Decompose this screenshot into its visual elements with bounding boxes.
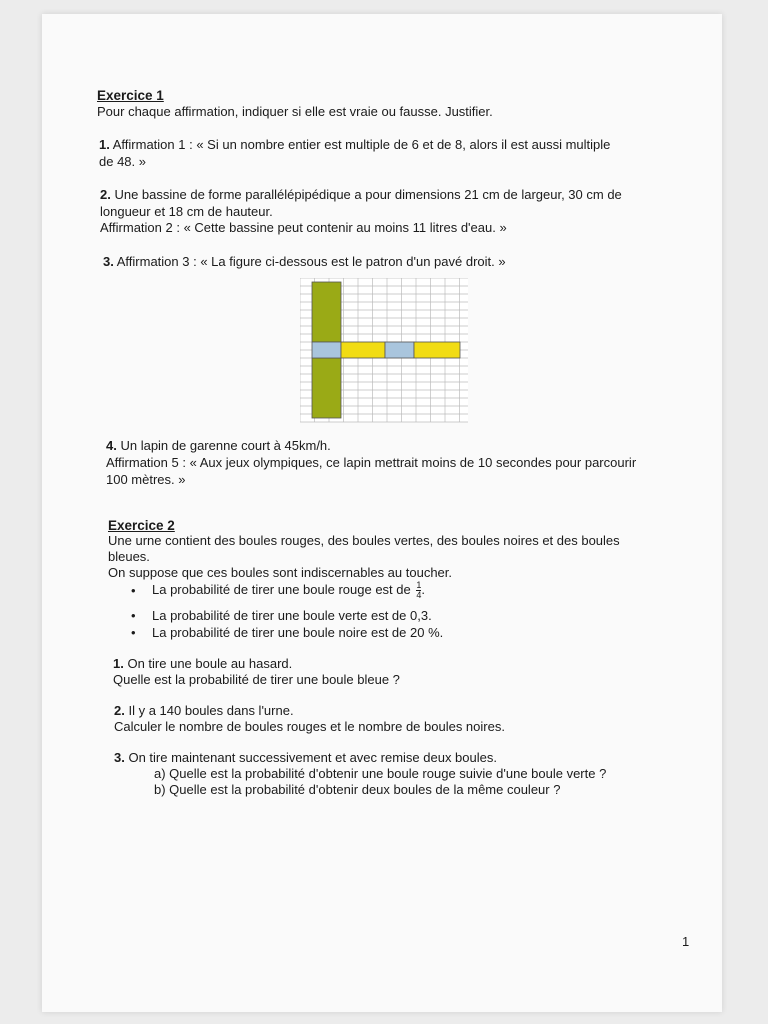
net-face-yellow-1 <box>341 342 385 358</box>
ex2-q1-line1 <box>113 656 292 672</box>
ex1-q2-line3: Affirmation 2 : « Cette bassine peut contenir au moins 11 litres d'eau. » <box>100 220 507 235</box>
ex1-q1-text: Affirmation 1 : « Si un nombre entier est multiple de 6 et de 8, alors il est aussi multiple <box>112 137 611 152</box>
ex2-bullet-2: La probabilité de tirer une boule verte est de 0,3. <box>152 608 432 623</box>
net-face-blue-1 <box>312 342 341 358</box>
ex2-q1-text: On tire une boule au hasard. <box>127 656 293 671</box>
ex2-q3-number: 3. <box>114 750 125 765</box>
ex2-q2-line2: Calculer le nombre de boules rouges et le nombre de boules noires. <box>114 719 505 734</box>
bullet-marker: • <box>131 625 136 640</box>
ex2-intro-line3: On suppose que ces boules sont indiscernables au toucher. <box>108 565 453 580</box>
ex2-intro-line2: bleues. <box>108 549 150 564</box>
exercise-1-intro: Pour chaque affirmation, indiquer si elle est vraie ou fausse. Justifier. <box>97 104 493 119</box>
ex2-intro-line1: Une urne contient des boules rouges, des boules vertes, des boules noires et des boules <box>108 533 620 548</box>
ex1-q1-line2: de 48. » <box>99 154 146 169</box>
ex2-q3-text: On tire maintenant successivement et avec remise deux boules. <box>128 750 497 765</box>
ex2-q1-line2: Quelle est la probabilité de tirer une boule bleue ? <box>113 672 400 687</box>
ex1-q4-line3: 100 mètres. » <box>106 472 186 487</box>
ex1-q3-number: 3. <box>103 254 114 269</box>
ex1-q4-line2: Affirmation 5 : « Aux jeux olympiques, ce lapin mettrait moins de 10 secondes pour parcourir <box>106 455 637 470</box>
ex1-q3-line1 <box>103 254 506 270</box>
ex1-q2-number: 2. <box>100 187 111 202</box>
ex1-q1-line1 <box>99 137 610 153</box>
ex1-q1-number: 1. <box>99 137 110 152</box>
exercise-1-title: Exercice 1 <box>97 88 164 103</box>
fraction-denominator: 4 <box>416 590 422 601</box>
ex1-q4-line1 <box>106 438 331 454</box>
exercise-2-title: Exercice 2 <box>108 518 175 533</box>
fraction-numerator: 1 <box>416 580 422 591</box>
net-face-green-top <box>312 282 341 342</box>
ex2-bullet-3: La probabilité de tirer une boule noire est de 20 %. <box>152 625 444 640</box>
bullet-marker: • <box>131 608 136 623</box>
net-face-green-bottom <box>312 358 341 418</box>
ex1-q2-line1 <box>100 187 622 203</box>
bullet-1-end: . <box>421 582 426 597</box>
ex2-q2-number: 2. <box>114 703 125 718</box>
ex1-q4-number: 4. <box>106 438 117 453</box>
box-net-figure <box>300 278 470 424</box>
ex1-q3-text: Affirmation 3 : « La figure ci-dessous est le patron d'un pavé droit. » <box>116 254 506 269</box>
ex2-q3-a: a) Quelle est la probabilité d'obtenir une boule rouge suivie d'une boule verte ? <box>154 766 607 781</box>
ex2-q3-b: b) Quelle est la probabilité d'obtenir deux boules de la même couleur ? <box>154 782 561 797</box>
ex1-q2-line2: longueur et 18 cm de hauteur. <box>100 204 273 219</box>
net-face-blue-2 <box>385 342 414 358</box>
ex2-q2-line1 <box>114 703 294 719</box>
ex1-q2-text: Une bassine de forme parallélépipédique a pour dimensions 21 cm de largeur, 30 cm de <box>114 187 622 202</box>
ex1-q4-text: Un lapin de garenne court à 45km/h. <box>120 438 331 453</box>
ex2-q3-line1 <box>114 750 497 766</box>
page-number: 1 <box>682 934 690 949</box>
ex2-q2-text: Il y a 140 boules dans l'urne. <box>128 703 294 718</box>
bullet-1-text: La probabilité de tirer une boule rouge est de <box>152 582 411 597</box>
net-face-yellow-2 <box>414 342 460 358</box>
ex2-q1-number: 1. <box>113 656 124 671</box>
bullet-marker: • <box>131 583 136 598</box>
ex2-bullet-1 <box>152 580 425 600</box>
